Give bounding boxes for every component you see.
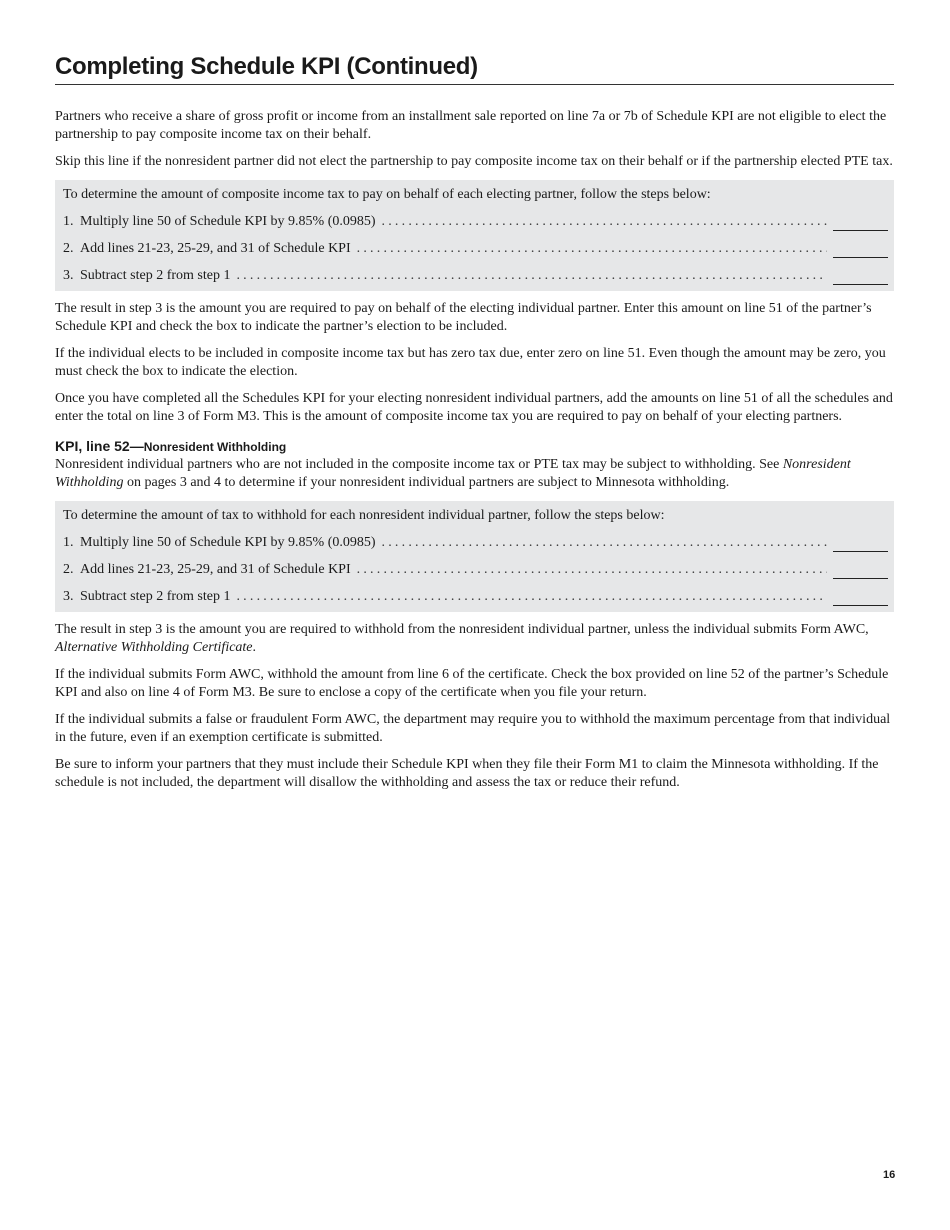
step-text: Multiply line 50 of Schedule KPI by 9.85% (0.0985) (80, 214, 376, 229)
paragraph-zero-tax: If the individual elects to be included in composite income tax but has zero tax due, enter zero on line 51. Even though the amount may be zero, you must check the box to indicate the election. (55, 346, 886, 379)
box-intro: To determine the amount of composite income tax to pay on behalf of each electing partner, follow the steps below: (63, 187, 711, 202)
dot-leader (382, 213, 827, 231)
paragraph-nonresident-withholding (55, 456, 894, 492)
italic-reference: Nonresident Withholding (55, 457, 851, 490)
step-row (63, 240, 888, 258)
paragraph-completed-schedules: Once you have completed all the Schedules KPI for your electing nonresident individual partners, add the amounts on line 51 of all the schedules and enter the total on line 3 of Form M3. This is the amount of composite income tax you are required to pay on behalf of your electing partners. (55, 391, 893, 424)
step-number: 2. (63, 562, 74, 577)
paragraph-withhold-result (55, 621, 894, 657)
paragraph-result-step3: The result in step 3 is the amount you are required to pay on behalf of the electing individual partner. Enter this amount on line 51 of the partner’s Schedule KPI and check the box to indicate the partner’s election to be included. (55, 301, 872, 334)
paragraph-skip-line: Skip this line if the nonresident partner did not elect the partnership to pay composite income tax on their behalf or if the partnership elected PTE tax. (55, 154, 893, 169)
step-text: Subtract step 2 from step 1 (80, 268, 231, 283)
answer-blank (833, 564, 888, 579)
dot-leader (357, 561, 827, 579)
paragraph-fraudulent-awc: If the individual submits a false or fraudulent Form AWC, the department may require you to withhold the maximum percentage from that individual in the future, even if an exemption certificate is submitted. (55, 712, 891, 745)
answer-blank (833, 243, 888, 258)
step-text: Multiply line 50 of Schedule KPI by 9.85% (0.0985) (80, 535, 376, 550)
dot-leader (236, 267, 827, 285)
italic-reference: Alternative Withholding Certificate (55, 640, 253, 655)
paragraph-installment-sale: Partners who receive a share of gross profit or income from an installment sale reported on line 7a or 7b of Schedule KPI are not eligible to elect the partnership to pay composite income tax on their behalf. (55, 109, 887, 142)
step-number: 2. (63, 241, 74, 256)
page-title: Completing Schedule KPI (Continued) (55, 52, 894, 85)
text-run: . (252, 640, 257, 655)
text-run: Nonresident individual partners who are not included in the composite income tax or PTE tax may be subject to withholding. See (55, 457, 783, 472)
composite-tax-steps-box (55, 180, 894, 291)
text-run: on pages 3 and 4 to determine if your nonresident individual partners are subject to Minnesota withholding. (123, 475, 730, 490)
answer-blank (833, 537, 888, 552)
step-row (63, 534, 888, 552)
page-number: 16 (883, 1169, 896, 1181)
section-heading (55, 437, 894, 456)
step-text: Add lines 21-23, 25-29, and 31 of Schedule KPI (80, 241, 351, 256)
step-number: 1. (63, 214, 74, 229)
step-number: 1. (63, 535, 74, 550)
step-number: 3. (63, 268, 74, 283)
step-text: Subtract step 2 from step 1 (80, 589, 231, 604)
answer-blank (833, 591, 888, 606)
step-row (63, 561, 888, 579)
answer-blank (833, 216, 888, 231)
paragraph-inform-partners: Be sure to inform your partners that they must include their Schedule KPI when they file their Form M1 to claim the Minnesota withholding. If the schedule is not included, the department will disallow the withholding and assess the tax or reduce their refund. (55, 757, 879, 790)
text-run: The result in step 3 is the amount you are required to withhold from the nonresident individual partner, unless the individual submits Form AWC, (55, 622, 869, 637)
dot-leader (382, 534, 827, 552)
section-heading-main: KPI, line 52— (55, 438, 144, 454)
withholding-steps-box (55, 501, 894, 612)
box-intro: To determine the amount of tax to withhold for each nonresident individual partner, follow the steps below: (63, 508, 665, 523)
dot-leader (357, 240, 827, 258)
paragraph-form-awc: If the individual submits Form AWC, withhold the amount from line 6 of the certificate. Check the box provided on line 52 of the partner’s Schedule KPI and also on line 4 of Form M3. Be sure to enclose a copy of the certificate when you file your return. (55, 667, 889, 700)
answer-blank (833, 270, 888, 285)
step-number: 3. (63, 589, 74, 604)
step-row (63, 267, 888, 285)
dot-leader (236, 588, 827, 606)
step-row (63, 213, 888, 231)
section-heading-sub: Nonresident Withholding (143, 440, 287, 454)
step-row (63, 588, 888, 606)
step-text: Add lines 21-23, 25-29, and 31 of Schedule KPI (80, 562, 351, 577)
document-page (55, 0, 894, 801)
